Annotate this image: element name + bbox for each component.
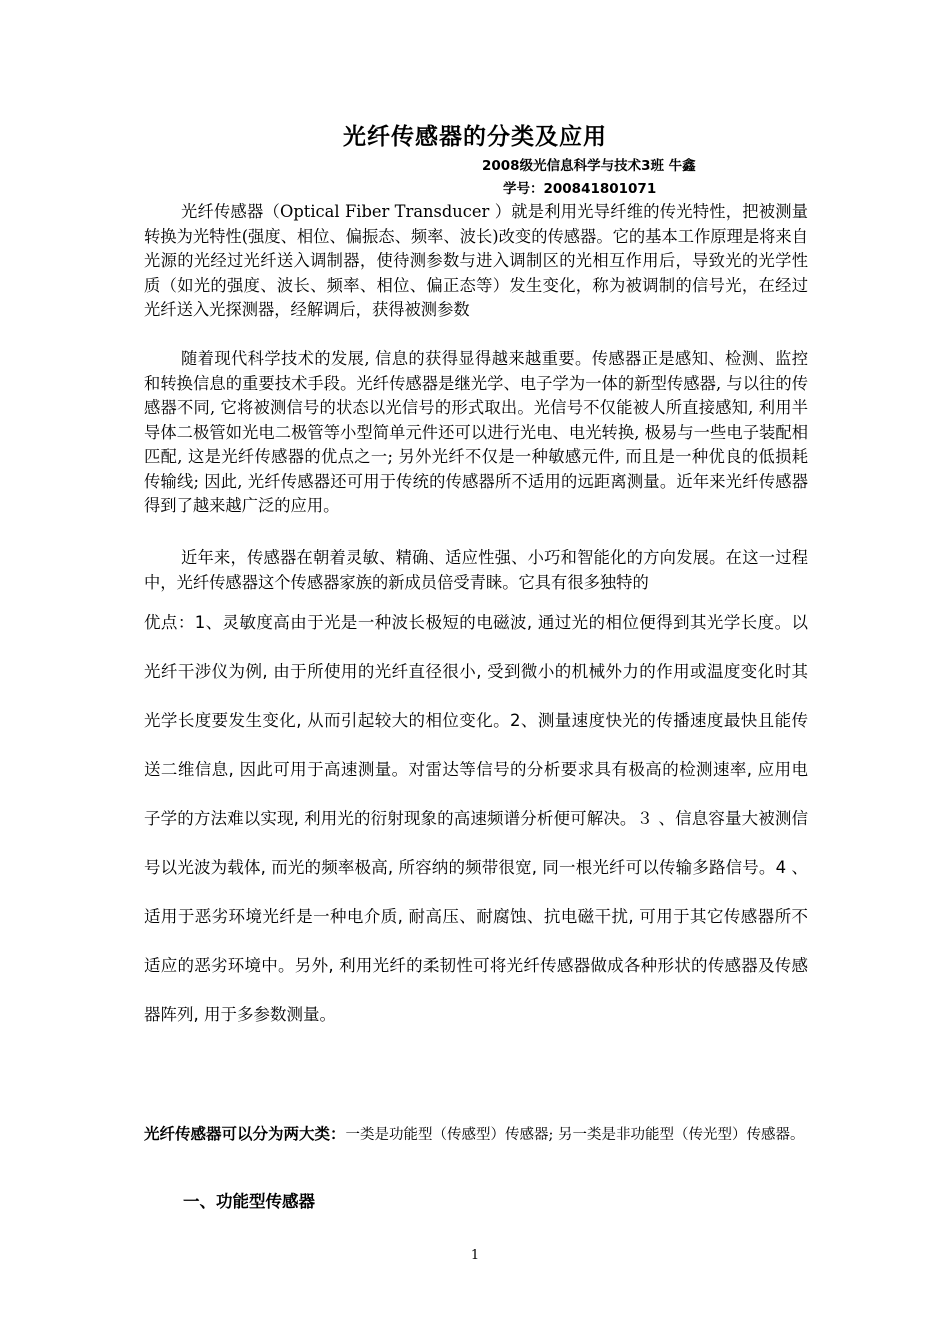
author-line: 2008级光信息科学与技术3班 牛鑫 [482, 158, 696, 174]
page-number: 1 [470, 1248, 480, 1263]
document-title: 光纤传感器的分类及应用 [343, 124, 607, 150]
section-heading: 一、功能型传感器 [183, 1192, 315, 1211]
classification-paragraph [144, 1122, 808, 1147]
paragraph-definition: 光纤传感器（Optical Fiber Transducer ）就是利用光导纤维的传光特性，把被测量转换为光特性(强度、相位、偏振态、频率、波长)改变的传感器。它的基本工作原理是将来自光源的光经过光纤送入调制器，使待测参数与进入调制区的光相互作用后，导致光的光学性质（如光的强度、波长、频率、相位、偏正态等）发生变化，称为被调制的信号光，在经过光纤送入光探测器，经解调后，获得被测参数 [144, 202, 808, 319]
paragraph-advantages: 优点：1、灵敏度高由于光是一种波长极短的电磁波, 通过光的相位便得到其光学长度。以光纤干涉仪为例, 由于所使用的光纤直径很小, 受到微小的机械外力的作用或温度变化时其光学长度要发生变化, 从而引起较大的相位变化。2、测量速度快光的传播速度最快且能传送二维信息, 因此可用于高速测量。对雷达等信号的分析要求具有极高的检测速率, 应用电子学的方法难以实现, 利用光的衍射现象的高速频谱分析便可解决。３ 、信息容量大被测信号以光波为载体, 而光的频率极高, 所容纳的频带很宽, 同一根光纤可以传输多路信号。4 、适用于恶劣环境光纤是一种电介质, 耐高压、耐腐蚀、抗电磁干扰, 可用于其它传感器所不适应的恶劣环境中。另外, 利用光纤的柔韧性可将光纤传感器做成各种形状的传感器及传感器阵列, 用于多参数测量。 [144, 613, 808, 1024]
student-id-line: 学号：200841801071 [503, 181, 657, 197]
paragraph-trends: 近年来，传感器在朝着灵敏、精确、适应性强、小巧和智能化的方向发展。在这一过程中，光纤传感器这个传感器家族的新成员倍受青睐。它具有很多独特的 [144, 548, 808, 592]
paragraph-background: 随着现代科学技术的发展, 信息的获得显得越来越重要。传感器正是感知、检测、监控和转换信息的重要技术手段。光纤传感器是继光学、电子学为一体的新型传感器, 与以往的传感器不同, 它将被测信号的状态以光信号的形式取出。光信号不仅能被人所直接感知, 利用半导体二极管如光电二极管等小型简单元件还可以进行光电、电光转换, 极易与一些电子装配相匹配, 这是光纤传感器的优点之一; 另外光纤不仅是一种敏感元件, 而且是一种优良的低损耗传输线; 因此, 光纤传感器还可用于传统的传感器所不适用的远距离测量。近年来光纤传感器得到了越来越广泛的应用。 [144, 349, 808, 515]
classification-lead: 光纤传感器可以分为两大类： [144, 1125, 346, 1143]
classification-text: 一类是功能型（传感型）传感器; 另一类是非功能型（传光型）传感器。 [345, 1127, 805, 1143]
